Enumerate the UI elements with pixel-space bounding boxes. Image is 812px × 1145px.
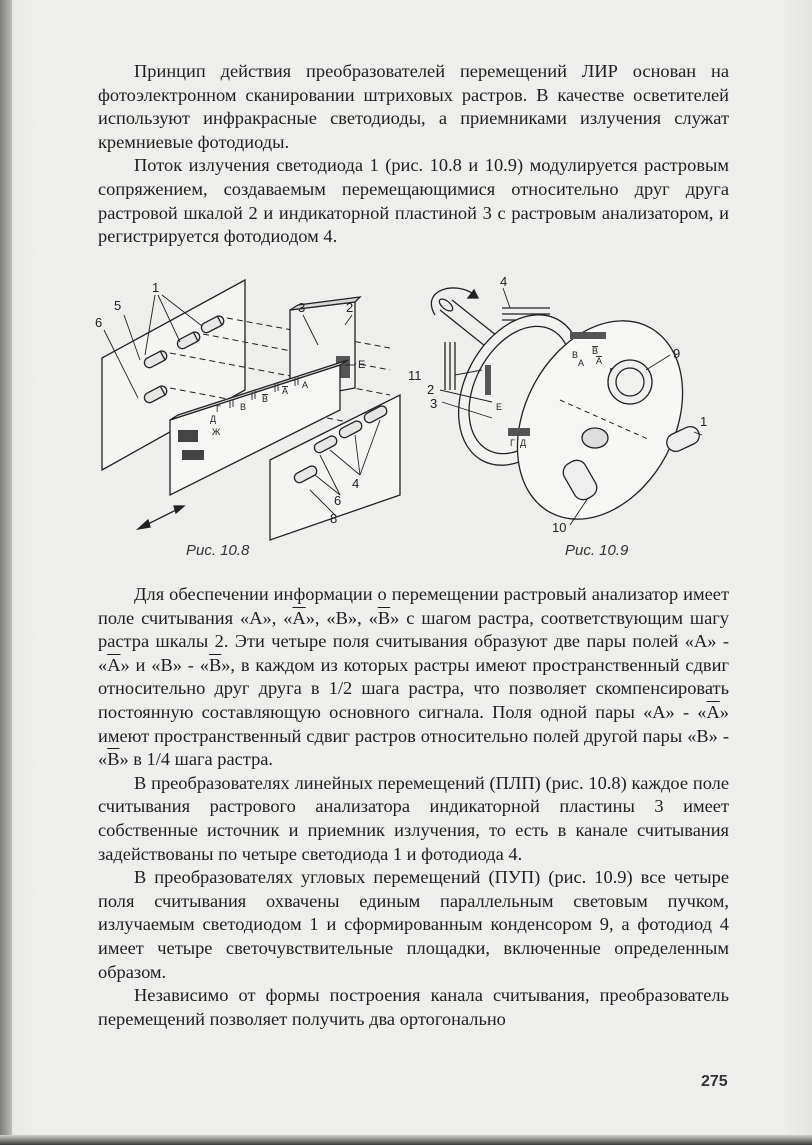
- fig2-label-1: 1: [700, 414, 708, 429]
- fig1-field-d: Д: [210, 414, 217, 424]
- p3-overline-letter: В: [377, 607, 391, 628]
- fig1-label-8: 8: [330, 511, 338, 526]
- fig2-label-4: 4: [500, 274, 508, 289]
- p3-text: », в каждом из которых растры имеют пространственный сдвиг относительно друг друга в 1/2 шага растра, что позволяет скомпенсировать постоянную составляющую основного сигнала. Поля одной пары «А» - «: [98, 654, 729, 722]
- element-11: [445, 342, 455, 390]
- fig2-label-9: 9: [673, 346, 681, 361]
- fig1-label-4: 4: [352, 476, 360, 491]
- paragraph-2: Поток излучения светодиода 1 (рис. 10.8 и 10.9) модулируется растровым сопряжением, создаваемым перемещающимися относительно друг друга растровой шкалой 2 и индикаторной пластиной 3 с растровым анализатором, и регистрируется фотодиодом 4.: [98, 155, 729, 247]
- paragraph-6: Независимо от формы построения канала считывания, преобразователь перемещений позволяет получить два ортогонально: [98, 985, 729, 1029]
- page-bottom-edge: [0, 1135, 812, 1145]
- figure-10-8-caption: Рис. 10.8: [186, 542, 250, 559]
- fig1-label-5: 5: [114, 298, 122, 313]
- fig2-field-bbar: В: [592, 346, 599, 356]
- fig1-field-zh: Ж: [212, 427, 221, 437]
- fig2-label-11: 11: [408, 368, 422, 383]
- p3-text: » и «В» - «: [120, 654, 209, 675]
- fig2-field-d: Д: [520, 438, 527, 448]
- p3-overline-letter: В: [208, 654, 222, 675]
- fig2-field-g: Г: [510, 438, 515, 448]
- p3-overline-letter: А: [292, 607, 306, 628]
- fig2-label-10: 10: [552, 520, 567, 535]
- fig2-label-3: 3: [430, 396, 438, 411]
- fig1-label-6b: 6: [334, 493, 342, 508]
- figures-area: [90, 270, 740, 570]
- fig1-field-a: А: [302, 380, 309, 390]
- paragraph-1: Принцип действия преобразователей перемещений ЛИР основан на фотоэлектронном сканировании штриховых растров. В качестве осветителей используют инфракрасные светодиоды, а приемниками излучения служат кремниевые фотодиоды.: [98, 61, 729, 152]
- paragraph-4: В преобразователях линейных перемещений (ПЛП) (рис. 10.8) каждое поле считывания растрового анализатора индикаторной пластины 3 имеет собственные источник и приемник излучения, то есть в канале считывания задействованы по четыре светодиода 1 и фотодиода 4.: [98, 772, 729, 864]
- fig2-label-2: 2: [427, 382, 435, 397]
- fig1-label-6: 6: [95, 315, 103, 330]
- page-number: 275: [701, 1073, 728, 1090]
- p3-overline-letter: А: [107, 654, 121, 675]
- fig2-field-b: В: [572, 350, 579, 360]
- p3-overline-letter: А: [706, 701, 720, 722]
- p3-overline-letter: В: [107, 749, 120, 770]
- book-spine-shadow: [0, 0, 12, 1145]
- figure-10-8: [102, 280, 400, 540]
- condenser: [608, 360, 652, 404]
- fig2-field-e: Е: [496, 402, 503, 412]
- fig1-field-g: Г: [216, 404, 221, 414]
- p3-text: » имеют пространственный сдвиг растров относительно полей другой пары «В» - «: [98, 701, 729, 770]
- text-block-top: [98, 60, 729, 249]
- text-block-bottom: [98, 583, 729, 1031]
- fig1-label-2: 2: [346, 300, 354, 315]
- fig1-field-bbar: В: [262, 394, 269, 404]
- fig1-field-abar: А: [282, 386, 289, 396]
- paragraph-3: [98, 583, 729, 772]
- p3-text: » с шагом растра, соответствующим шагу растра шкалы 2. Эти четыре поля считывания образуют две пары полей «А» - «: [98, 607, 729, 675]
- fig2-field-a: А: [578, 358, 585, 368]
- p3-text: Для обеспечении информации о перемещении растровый анализатор имеет поле считывания «А», «: [98, 584, 729, 628]
- fig1-label-e: Е: [358, 359, 366, 371]
- paragraph-5: В преобразователях угловых перемещений (ПУП) (рис. 10.9) все четыре поля считывания охвачены единым параллельным световым пучком, излучаемым светодиодом 1 и сформированным конденсором 9, а фотодиод 4 имеет четыре светочувствительные площадки, включенные определенным образом.: [98, 867, 729, 982]
- fig2-field-abar: А: [596, 356, 603, 366]
- motion-arrow: [138, 506, 184, 529]
- fig1-field-b: В: [240, 402, 247, 412]
- figure-10-9-caption: Рис. 10.9: [565, 542, 629, 559]
- fig1-label-1: 1: [152, 280, 160, 295]
- p3-text: », «В», «: [305, 607, 378, 628]
- p3-text: » в 1/4 шага растра.: [119, 749, 274, 770]
- fig1-label-3: 3: [298, 300, 306, 315]
- figure-10-9: [431, 288, 715, 548]
